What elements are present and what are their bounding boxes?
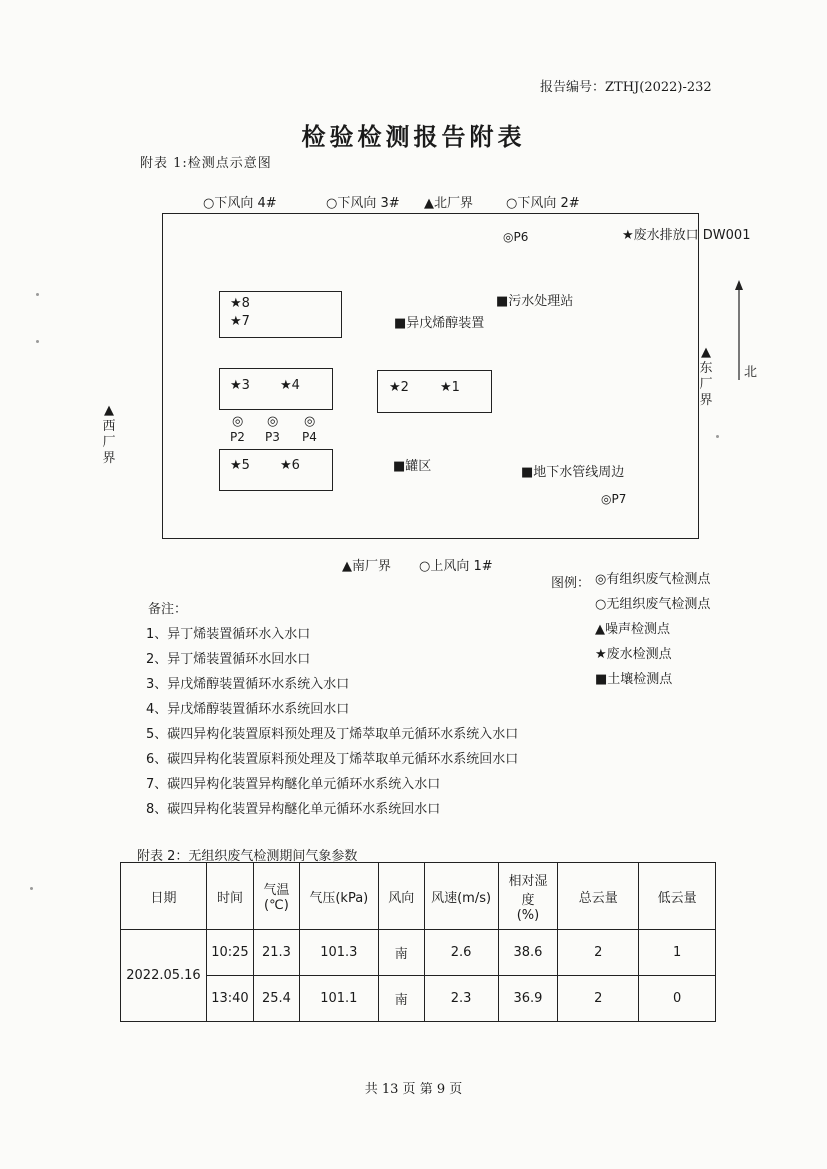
groundwater-pipeline-label: ■地下水管线周边 — [521, 465, 625, 480]
page-title: 检验检测报告附表 — [301, 123, 526, 151]
pressure-cell: 101.1 — [299, 976, 378, 1022]
p4-circle-icon: ◎ — [304, 414, 316, 429]
upwind-1-label: ○上风向 1# — [419, 559, 493, 574]
west-boundary-label: ▲西厂界 — [102, 403, 116, 466]
point-7: ★7 — [230, 314, 250, 329]
header-time: 时间 — [206, 863, 253, 930]
table-row — [121, 930, 716, 976]
page-footer: 共 13 页 第 9 页 — [364, 1082, 463, 1097]
legend-list — [595, 572, 710, 697]
p7-point: ◎P7 — [601, 492, 627, 506]
point-2: ★2 — [389, 380, 409, 395]
point-3: ★3 — [230, 378, 250, 393]
point-6: ★6 — [280, 458, 300, 473]
legend-item: ○无组织废气检测点 — [595, 597, 711, 612]
point-1: ★1 — [440, 380, 460, 395]
north-boundary-label: ▲北厂界 — [424, 196, 473, 211]
wind-speed-cell: 2.6 — [424, 930, 498, 976]
downwind-2-label: ○下风向 2# — [506, 196, 580, 211]
table-row — [121, 976, 716, 1022]
legend-item: ★废水检测点 — [595, 647, 672, 662]
diagram-subtitle: 附表 1:检测点示意图 — [140, 156, 272, 171]
header-humidity: 相对湿 度 (%) — [498, 863, 558, 930]
wind-speed-cell: 2.3 — [424, 976, 498, 1022]
north-label: 北 — [744, 365, 758, 380]
temp-cell: 25.4 — [253, 976, 299, 1022]
south-boundary-label: ▲南厂界 — [342, 559, 391, 574]
note-item: 4、异戊烯醇装置循环水系统回水口 — [146, 702, 350, 717]
low-cloud-cell: 0 — [639, 976, 716, 1022]
downwind-3-label: ○下风向 3# — [326, 196, 400, 211]
p2-label: P2 — [230, 430, 245, 444]
scan-speck — [716, 435, 719, 438]
report-number: 报告编号：ZTHJ(2022)-232 — [540, 80, 712, 95]
total-cloud-cell: 2 — [558, 976, 639, 1022]
p2-circle-icon: ◎ — [232, 414, 244, 429]
note-item: 8、碳四异构化装置异构醚化单元循环水系统回水口 — [146, 802, 441, 817]
wastewater-outlet-label: ★废水排放口 DW001 — [622, 228, 751, 243]
humidity-cell: 36.9 — [498, 976, 558, 1022]
point-8: ★8 — [230, 296, 250, 311]
p4-label: P4 — [302, 430, 317, 444]
header-wind-speed: 风速(m/s) — [424, 863, 498, 930]
pressure-cell: 101.3 — [299, 930, 378, 976]
table-header-row — [121, 863, 716, 930]
total-cloud-cell: 2 — [558, 930, 639, 976]
scan-speck — [30, 887, 33, 890]
point-5: ★5 — [230, 458, 250, 473]
humidity-cell: 38.6 — [498, 930, 558, 976]
header-low-cloud: 低云量 — [639, 863, 716, 930]
time-cell: 10:25 — [206, 930, 253, 976]
sewage-station-label: ■污水处理站 — [496, 294, 574, 309]
legend-item: ◎有组织废气检测点 — [595, 572, 711, 587]
header-date: 日期 — [121, 863, 207, 930]
p6-point: ◎P6 — [503, 230, 529, 244]
note-item: 6、碳四异构化装置原料预处理及丁烯萃取单元循环水系统回水口 — [146, 752, 519, 767]
wind-direction-cell: 南 — [378, 930, 424, 976]
note-item: 7、碳四异构化装置异构醚化单元循环水系统入水口 — [146, 777, 441, 792]
tank-area-label: ■罐区 — [393, 459, 432, 474]
header-pressure: 气压(kPa) — [299, 863, 378, 930]
isoamylene-unit-label: ■异戊烯醇装置 — [394, 316, 485, 331]
table2-subtitle: 附表 2：无组织废气检测期间气象参数 — [137, 849, 358, 864]
p3-circle-icon: ◎ — [267, 414, 279, 429]
time-cell: 13:40 — [206, 976, 253, 1022]
note-item: 2、异丁烯装置循环水回水口 — [146, 652, 311, 667]
note-item: 5、碳四异构化装置原料预处理及丁烯萃取单元循环水系统入水口 — [146, 727, 519, 742]
scan-speck — [36, 293, 39, 296]
east-boundary-label: ▲东厂界 — [699, 345, 713, 408]
header-total-cloud: 总云量 — [558, 863, 639, 930]
point-4: ★4 — [280, 378, 300, 393]
legend-item: ▲噪声检测点 — [595, 622, 670, 637]
temp-cell: 21.3 — [253, 930, 299, 976]
header-temp: 气温 (℃) — [253, 863, 299, 930]
weather-parameters-table — [120, 862, 716, 1022]
low-cloud-cell: 1 — [639, 930, 716, 976]
scan-speck — [36, 340, 39, 343]
p3-label: P3 — [265, 430, 280, 444]
legend-title: 图例： — [551, 576, 591, 591]
note-item: 1、异丁烯装置循环水入水口 — [146, 627, 311, 642]
note-item: 3、异戊烯醇装置循环水系统入水口 — [146, 677, 350, 692]
legend-item: ■土壤检测点 — [595, 672, 673, 687]
downwind-4-label: ○下风向 4# — [203, 196, 277, 211]
header-wind-direction: 风向 — [378, 863, 424, 930]
notes-list — [146, 622, 518, 822]
wind-direction-cell: 南 — [378, 976, 424, 1022]
date-cell: 2022.05.16 — [121, 930, 207, 1022]
notes-label: 备注： — [148, 602, 188, 617]
